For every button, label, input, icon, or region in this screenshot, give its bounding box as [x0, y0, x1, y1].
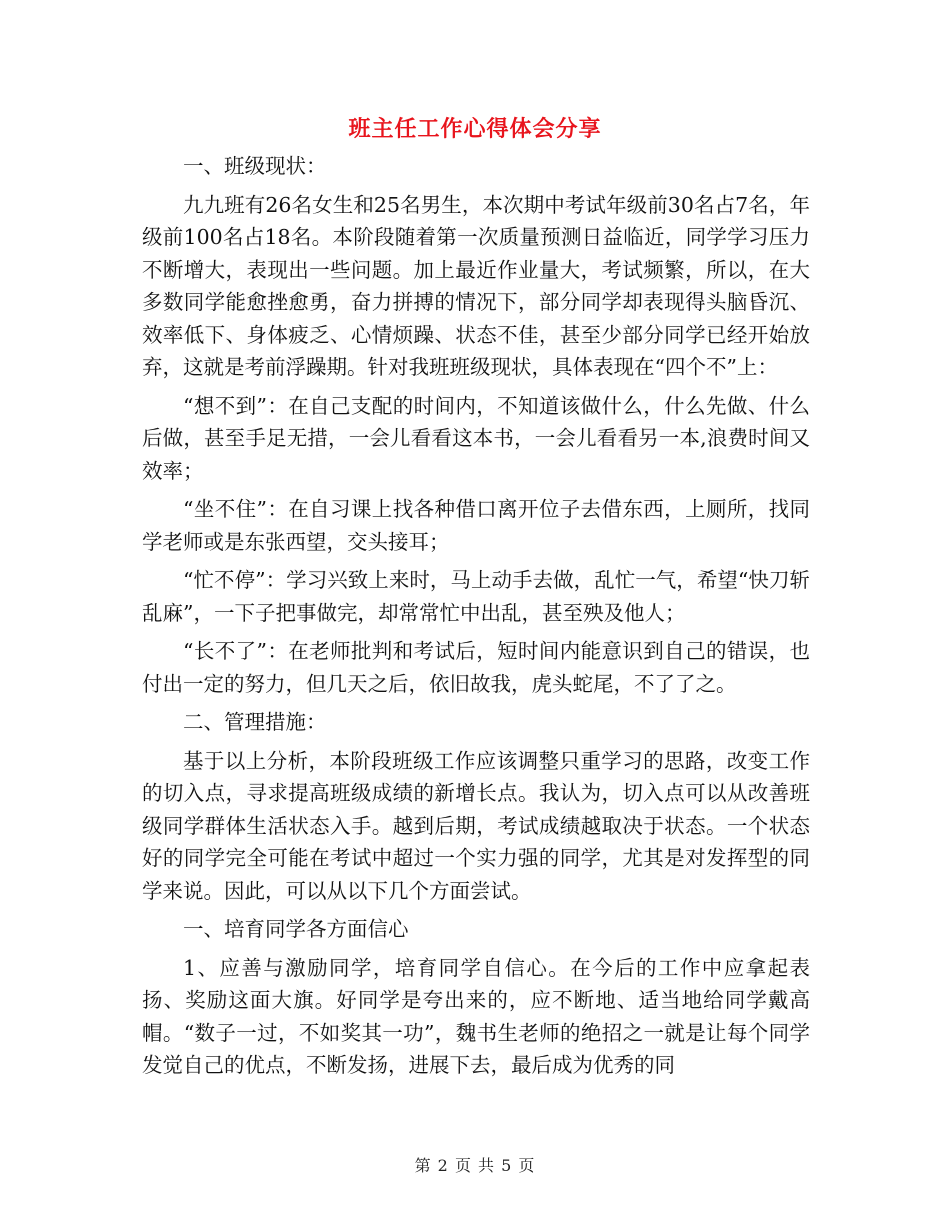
section-heading-status: 一、班级现状： [183, 154, 327, 178]
paragraph-always-busy: “忙不停”：学习兴致上来时，马上动手去做，乱忙一气，希望“快刀斩乱麻”，一下子把事做完，却常常忙中出乱，甚至殃及他人； [142, 568, 810, 625]
subheading-confidence: 一、培育同学各方面信心 [183, 917, 409, 941]
paragraph-cant-think: “想不到”：在自己支配的时间内，不知道该做什么，什么先做、什么后做，甚至手足无措，一会儿看看这本书，一会儿看看另一本,浪费时间又效率； [142, 393, 810, 483]
paragraph-class-overview: 九九班有26名女生和25名男生，本次期中考试年级前30名占7名，年级前100名占18名。本阶段随着第一次质量预测日益临近，同学学习压力不断增大，表现出一些问题。加上最近作业量大，考试频繁，所以，在大多数同学能愈挫愈勇，奋力拼搏的情况下，部分同学却表现得头脑昏沉、效率低下、身体疲乏、心情烦躁、状态不佳，甚至少部分同学已经开始放弃，这就是考前浮躁期。针对我班班级现状，具体表现在“四个不”上： [142, 192, 810, 379]
paragraph-cant-sit: “坐不住”：在自习课上找各种借口离开位子去借东西，上厕所，找同学老师或是东张西望，交头接耳； [142, 497, 810, 554]
document-body [142, 150, 810, 1082]
page-footer: 第 2 页 共 5 页 [414, 1156, 536, 1175]
paragraph-not-lasting: “长不了”：在老师批判和考试后，短时间内能意识到自己的错误，也付出一定的努力，但几天之后，依旧故我，虎头蛇尾，不了了之。 [142, 639, 810, 696]
section-heading-measures: 二、管理措施： [183, 710, 327, 734]
document-title: 班主任工作心得体会分享 [348, 116, 602, 142]
paragraph-analysis: 基于以上分析，本阶段班级工作应该调整只重学习的思路，改变工作的切入点，寻求提高班级成绩的新增长点。我认为，切入点可以从改善班级同学群体生活状态入手。越到后期，考试成绩越取决于状态。一个状态好的同学完全可能在考试中超过一个实力强的同学，尤其是对发挥型的同学来说。因此，可以从以下几个方面尝试。 [142, 748, 810, 903]
paragraph-encourage: 1、应善与激励同学，培育同学自信心。在今后的工作中应拿起表扬、奖励这面大旗。好同学是夸出来的，应不断地、适当地给同学戴高帽。“数子一过，不如奖其一功”，魏书生老师的绝招之一就是让每个同学发觉自己的优点，不断发扬，进展下去，最后成为优秀的同 [142, 955, 810, 1077]
